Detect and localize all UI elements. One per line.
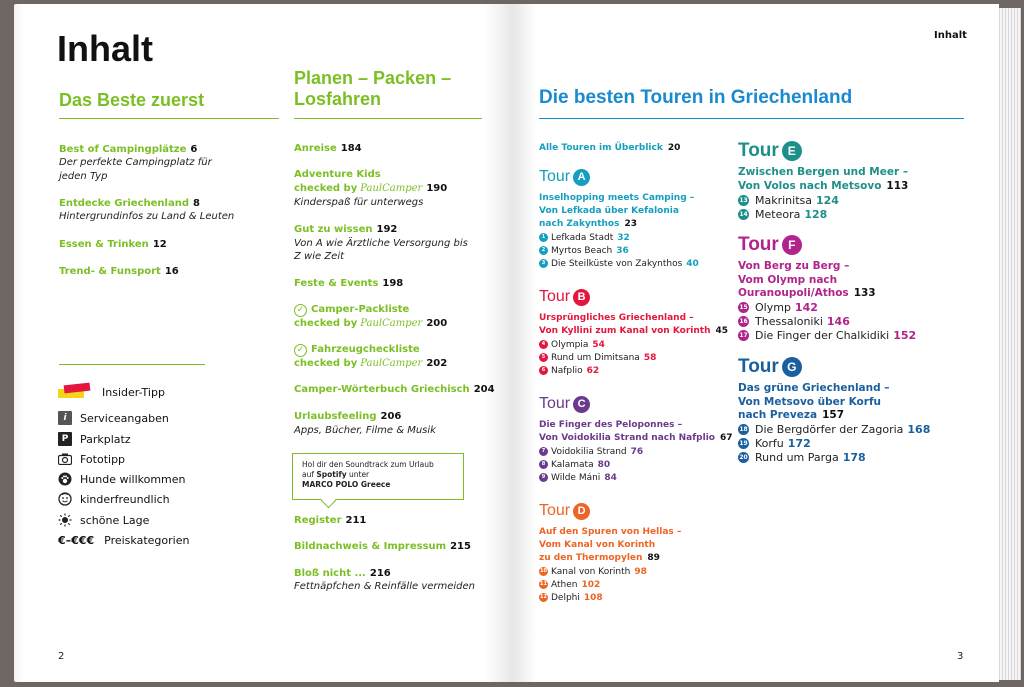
legend-item: Insider-Tipp xyxy=(58,384,165,400)
toc-entry-sub: Hintergrundinfos zu Land & Leuten xyxy=(59,211,235,222)
toc-entry-sub: Von A wie Ärztliche Versorgung bis xyxy=(294,238,468,249)
section-rule xyxy=(294,118,482,119)
insider-tip-icon xyxy=(58,384,92,400)
tour-title-line[interactable]: Vom Kanal von Korinth xyxy=(539,540,656,550)
stop-number-badge: 3 xyxy=(539,259,548,268)
tour-stop[interactable]: 16 Thessaloniki 146 xyxy=(739,315,850,328)
section-heading-planen: Planen – Packen – Losfahren xyxy=(294,68,452,109)
tour-stop[interactable]: 13 Makrinitsa 124 xyxy=(739,193,839,207)
legend-rule xyxy=(59,364,205,365)
tour-title-line[interactable]: nach Zakynthos 23 xyxy=(539,219,637,229)
stop-number-badge: 13 xyxy=(739,196,748,204)
toc-entry[interactable]: Register 211 xyxy=(294,515,367,526)
running-head: Inhalt xyxy=(934,30,967,41)
tour-page: 133 xyxy=(853,287,876,299)
tour-block-a xyxy=(539,168,699,270)
tour-heading[interactable]: Tour F xyxy=(738,234,916,256)
tour-title-line[interactable]: Von Metsovo über Korfu xyxy=(738,395,881,408)
tour-page: 23 xyxy=(624,219,637,229)
toc-entry[interactable]: Camper-Wörterbuch Griechisch 204 xyxy=(294,384,495,395)
tour-heading[interactable]: Tour G xyxy=(738,356,930,378)
section-rule xyxy=(59,118,279,119)
toc-entry[interactable]: checked by PaulCamper 190 xyxy=(294,183,448,194)
legend-item: Hunde willkommen xyxy=(58,471,186,487)
tour-letter-badge: B xyxy=(573,289,590,306)
tour-page: 45 xyxy=(715,326,729,336)
stop-number-badge: 5 xyxy=(539,353,548,362)
page-number: 3 xyxy=(957,651,964,662)
toc-entry-overview[interactable]: Alle Touren im Überblick 20 xyxy=(539,143,681,153)
tour-stop[interactable]: 5 Rund um Dimitsana 58 xyxy=(539,351,728,364)
stop-number-badge: 16 xyxy=(739,318,748,325)
stop-number-badge: 7 xyxy=(539,447,548,456)
legend-item: €–€€€ Preiskategorien xyxy=(58,533,190,547)
tour-title-line[interactable]: Von Kyllini zum Kanal von Korinth 45 xyxy=(539,326,729,336)
tour-page: 157 xyxy=(822,409,844,421)
tour-letter-badge: D xyxy=(573,503,590,520)
page-edges xyxy=(999,8,1021,680)
toc-entry-sub: Z wie Zeit xyxy=(294,251,345,262)
tour-page: 89 xyxy=(647,553,660,563)
toc-entry[interactable]: checked by PaulCamper 202 xyxy=(294,358,448,369)
stop-number-badge: 19 xyxy=(739,440,748,447)
tour-stop[interactable]: 8 Kalamata 80 xyxy=(539,458,733,471)
paulcamper-logo: PaulCamper xyxy=(360,318,423,329)
stop-number-badge: 12 xyxy=(540,594,547,600)
toc-entry[interactable]: Anreise 184 xyxy=(294,143,362,154)
toc-entry-sub: Kinderspaß für unterwegs xyxy=(294,197,424,208)
left-page xyxy=(14,4,511,682)
toc-entry-sub: jeden Typ xyxy=(59,171,108,182)
checkmark-icon: ✓ xyxy=(294,344,307,357)
tour-heading[interactable]: Tour E xyxy=(738,140,908,162)
tour-stop[interactable]: 11 Athen 102 xyxy=(540,579,601,590)
tour-block-g xyxy=(738,356,930,465)
stop-number-badge: 18 xyxy=(739,426,748,433)
stop-number-badge: 17 xyxy=(739,332,748,339)
tour-block-d xyxy=(539,502,681,604)
toc-entry[interactable]: ✓ Camper-Packliste xyxy=(294,304,409,317)
toc-entry[interactable]: Trend- & Funsport 16 xyxy=(59,266,179,277)
tour-title-line[interactable]: Ursprüngliches Griechenland – xyxy=(539,313,694,323)
tour-title-line[interactable]: Vom Olymp nach xyxy=(738,273,838,286)
tour-title-line[interactable]: Zwischen Bergen und Meer – xyxy=(738,166,909,178)
child-face-icon xyxy=(58,492,72,506)
tour-stop[interactable]: 20 Rund um Parga 178 xyxy=(739,451,866,464)
spotify-callout: Hol dir den Soundtrack zum Urlaub auf Spotify unter MARCO POLO Greece xyxy=(292,453,464,500)
toc-entry[interactable]: Adventure Kids xyxy=(294,169,381,180)
tour-title-line[interactable]: Inselhopping meets Camping – xyxy=(539,193,695,203)
parking-icon: P xyxy=(58,432,72,446)
toc-entry[interactable]: Feste & Events 198 xyxy=(294,278,404,289)
tour-block-b xyxy=(539,288,728,377)
stop-number-badge: 20 xyxy=(739,454,748,461)
tour-stop[interactable]: 14 Meteora 128 xyxy=(739,207,828,221)
stop-number-badge: 1 xyxy=(539,233,548,242)
tour-letter-badge: E xyxy=(782,141,802,161)
tour-block-f xyxy=(738,234,916,343)
tour-page: 67 xyxy=(719,433,733,443)
stop-number-badge: 15 xyxy=(739,304,748,311)
toc-entry[interactable]: Entdecke Griechenland 8 xyxy=(59,198,200,209)
toc-entry-sub: Apps, Bücher, Filme & Musik xyxy=(294,425,436,436)
stop-number-badge: 8 xyxy=(539,460,548,469)
tour-letter-badge: F xyxy=(782,235,802,255)
toc-entry[interactable]: Bildnachweis & Impressum 215 xyxy=(294,541,471,552)
tour-stop[interactable]: 17 Die Finger der Chalkidiki 152 xyxy=(739,329,917,342)
tour-stop[interactable]: 2 Myrtos Beach 36 xyxy=(539,244,699,257)
toc-entry[interactable]: Urlaubsfeeling 206 xyxy=(294,411,402,422)
tour-stop[interactable]: 18 Die Bergdörfer der Zagoria 168 xyxy=(739,423,931,436)
tour-title-line[interactable]: nach Preveza 157 xyxy=(738,409,844,421)
tour-title-line[interactable]: Von Berg zu Berg – xyxy=(738,260,850,272)
tour-heading[interactable]: Tour A xyxy=(539,168,699,186)
legend-item: Fototipp xyxy=(58,451,125,467)
stop-number-badge: 6 xyxy=(539,366,548,375)
tour-page: 113 xyxy=(886,179,909,192)
toc-entry[interactable]: Essen & Trinken 12 xyxy=(59,239,167,250)
legend-item: schöne Lage xyxy=(58,512,149,528)
paulcamper-logo: PaulCamper xyxy=(360,358,423,369)
page-number: 2 xyxy=(58,651,65,662)
tour-stop[interactable]: 1 Lefkada Stadt 32 xyxy=(539,231,699,244)
tour-title-line[interactable]: Das grüne Griechenland – xyxy=(738,382,890,394)
tour-letter-badge: A xyxy=(573,169,590,186)
tour-title-line[interactable]: Von Volos nach Metsovo 113 xyxy=(738,179,909,192)
tour-title-line[interactable]: zu den Thermopylen 89 xyxy=(539,553,660,563)
info-icon: i xyxy=(58,411,72,425)
right-page xyxy=(511,4,999,682)
stop-number-badge: 9 xyxy=(539,473,548,482)
tour-stop[interactable]: 4 Olympia 54 xyxy=(539,338,728,351)
tour-heading[interactable]: Tour C xyxy=(539,395,733,413)
stop-number-badge: 2 xyxy=(539,246,548,255)
tour-block-e xyxy=(738,140,908,221)
legend-item: P Parkplatz xyxy=(58,431,131,447)
paw-icon xyxy=(58,472,72,486)
toc-entry[interactable]: Gut zu wissen 192 xyxy=(294,224,398,235)
toc-entry[interactable]: Bloß nicht ... 216 xyxy=(294,568,391,579)
tour-heading[interactable]: Tour D xyxy=(539,502,681,520)
paulcamper-logo: PaulCamper xyxy=(360,183,423,194)
tour-stop[interactable]: 7 Voidokilia Strand 76 xyxy=(539,445,733,458)
toc-entry-sub: Fettnäpfchen & Reinfälle vermeiden xyxy=(294,581,476,592)
legend-item: i Serviceangaben xyxy=(58,410,169,426)
stop-number-badge: 4 xyxy=(539,340,548,349)
tour-title-line[interactable]: Auf den Spuren von Hellas – xyxy=(539,527,682,537)
tour-title-line[interactable]: Die Finger des Peloponnes – xyxy=(539,420,683,430)
tour-title-line[interactable]: Von Voidokilia Strand nach Nafplio 67 xyxy=(539,433,733,443)
tour-title-line[interactable]: Ouranoupoli/Athos 133 xyxy=(738,287,876,299)
checkmark-icon: ✓ xyxy=(294,304,307,317)
toc-entry-sub: Der perfekte Campingplatz für xyxy=(59,157,212,168)
tour-stop[interactable]: 6 Nafplio 62 xyxy=(539,364,728,377)
tour-block-c xyxy=(539,395,733,484)
stop-number-badge: 14 xyxy=(739,210,748,218)
legend-item: kinderfreundlich xyxy=(58,491,170,507)
tour-heading[interactable]: Tour B xyxy=(539,288,728,306)
section-heading-das-beste-zuerst: Das Beste zuerst xyxy=(59,90,205,110)
toc-entry[interactable]: Best of Campingplätze 6 xyxy=(59,144,198,155)
page-title: Inhalt xyxy=(57,28,153,69)
tour-title-line[interactable]: Von Lefkada über Kefalonia xyxy=(539,206,679,216)
tours-heading: Die besten Touren in Griechenland xyxy=(539,87,853,108)
tour-stop[interactable]: 3 Die Steilküste von Zakynthos 40 xyxy=(539,257,699,270)
tour-stop[interactable]: 19 Korfu 172 xyxy=(739,437,811,450)
camera-icon xyxy=(58,452,72,466)
tour-stop[interactable]: 12 Delphi 108 xyxy=(540,592,603,603)
toc-entry[interactable]: checked by PaulCamper 200 xyxy=(294,318,448,329)
tour-letter-badge: G xyxy=(782,357,802,377)
toc-entry[interactable]: ✓ Fahrzeugcheckliste xyxy=(294,344,420,357)
tour-stop[interactable]: 15 Olymp 142 xyxy=(739,301,818,314)
tours-rule xyxy=(539,118,964,119)
tour-letter-badge: C xyxy=(573,396,590,413)
stop-number-badge: 10 xyxy=(540,568,547,574)
sun-icon xyxy=(58,513,72,527)
tour-stop[interactable]: 10 Kanal von Korinth 98 xyxy=(540,566,647,577)
euro-icon: €–€€€ xyxy=(58,533,95,547)
stop-number-badge: 11 xyxy=(540,581,547,587)
tour-stop[interactable]: 9 Wilde Máni 84 xyxy=(539,471,733,484)
